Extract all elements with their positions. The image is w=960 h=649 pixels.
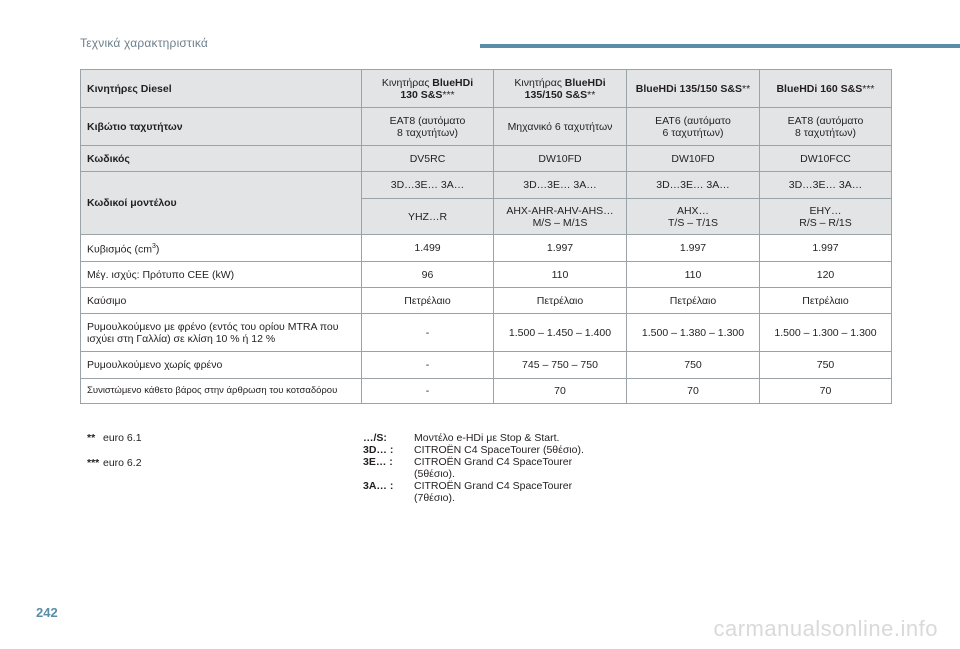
table-cell: - [362,379,494,404]
row-label-displacement: Κυβισμός $(cm^3)$ [81,235,362,262]
table-cell: 110 [627,262,760,288]
table-cell: AHX-AHR-AHV-AHS… M/S – M/1S [494,199,627,235]
table-cell: EAT6 (αυτόματο 6 ταχυτήτων) [627,108,760,146]
table-row-braked-trailer [81,314,892,352]
row-label-nose-weight: Συνιστώμενο κάθετο βάρος στην άρθρωση του κοτσαδόρου [81,379,362,404]
table-row-code [81,146,892,172]
section-title: Τεχνικά χαρακτηριστικά [80,36,209,50]
footnote-euro62: *** euro 6.2 [87,457,142,469]
table-row-gearbox [81,108,892,146]
table-cell: Πετρέλαιο [494,288,627,314]
table-cell: - [362,352,494,379]
table-row-nose-weight [81,379,892,404]
row-label-code: Κωδικός [81,146,362,172]
table-cell: 1.500 – 1.300 – 1.300 [760,314,892,352]
header-col-2: Κινητήρας BlueHDi 135/150 S&S** [494,70,627,108]
table-cell: 3D…3E… 3A… [627,172,760,199]
table-cell: 120 [760,262,892,288]
legend-row: …/S: Μοντέλο e-HDi με Stop & Start. [363,432,560,444]
table-cell: 1.997 [627,235,760,262]
model-code-legend [363,432,604,504]
header-col-3: BlueHDi 135/150 S&S** [627,70,760,108]
page-number: 242 [36,605,58,620]
table-cell: DW10FD [494,146,627,172]
row-label-fuel: Καύσιμο [81,288,362,314]
header-accent-bar [480,44,960,48]
row-label-braked-trailer: Ρυμουλκούμενο με φρένο (εντός του ορίου MTRA που ισχύει στη Γαλλία) σε κλίση 10 % ή 12 % [81,314,362,352]
table-cell: DW10FCC [760,146,892,172]
legend-row: 3A… : CITROËN Grand C4 SpaceTourer (7θέσιο). [363,480,573,504]
table-cell: Πετρέλαιο [362,288,494,314]
table-cell: 1.500 – 1.450 – 1.400 [494,314,627,352]
table-row-power [81,262,892,288]
table-cell: 1.997 [494,235,627,262]
header-col-1: Κινητήρας BlueHDi 130 S&S*** [362,70,494,108]
table-cell: 750 [760,352,892,379]
table-header-row [81,70,892,108]
table-cell: 3D…3E… 3A… [494,172,627,199]
table-cell: Μηχανικό 6 ταχυτήτων [494,108,627,146]
table-cell: 3D…3E… 3A… [362,172,494,199]
table-row-fuel [81,288,892,314]
row-label-unbraked-trailer: Ρυμουλκούμενο χωρίς φρένο [81,352,362,379]
table-cell: 70 [627,379,760,404]
table-cell: DW10FD [627,146,760,172]
table-cell: 96 [362,262,494,288]
table-cell: EAT8 (αυτόματο 8 ταχυτήτων) [362,108,494,146]
table-cell: 110 [494,262,627,288]
row-label-gearbox: Κιβώτιο ταχυτήτων [81,108,362,146]
row-label-diesel-engines: Κινητήρες Diesel [81,70,362,108]
footnote-euro61: ** euro 6.1 [87,432,142,444]
legend-row: 3E… : CITROËN Grand C4 SpaceTourer (5θέσιο). [363,456,573,480]
table-row-displacement [81,235,892,262]
table-cell: EAT8 (αυτόματο 8 ταχυτήτων) [760,108,892,146]
table-cell: 1.997 [760,235,892,262]
table-cell: Πετρέλαιο [627,288,760,314]
table-cell: 1.500 – 1.380 – 1.300 [627,314,760,352]
watermark: carmanualsonline.info [713,616,938,641]
table-row-model-codes-1 [81,172,892,199]
table-cell: 745 – 750 – 750 [494,352,627,379]
table-cell: 1.499 [362,235,494,262]
row-label-power: Μέγ. ισχύς: Πρότυπο CEE (kW) [81,262,362,288]
table-cell: Πετρέλαιο [760,288,892,314]
table-cell: 70 [760,379,892,404]
table-cell: YHZ…R [362,199,494,235]
legend-row: 3D… : CITROËN C4 SpaceTourer (5θέσιο). [363,444,584,456]
table-cell: 3D…3E… 3A… [760,172,892,199]
header-col-4: BlueHDi 160 S&S*** [760,70,892,108]
table-cell: - [362,314,494,352]
table-row-unbraked-trailer [81,352,892,379]
table-cell: EHY… R/S – R/1S [760,199,892,235]
table-cell: 70 [494,379,627,404]
table-cell: DV5RC [362,146,494,172]
engine-spec-table [80,69,892,404]
table-cell: 750 [627,352,760,379]
table-cell: AHX… T/S – T/1S [627,199,760,235]
row-label-model-codes: Κωδικοί μοντέλου [81,172,362,235]
